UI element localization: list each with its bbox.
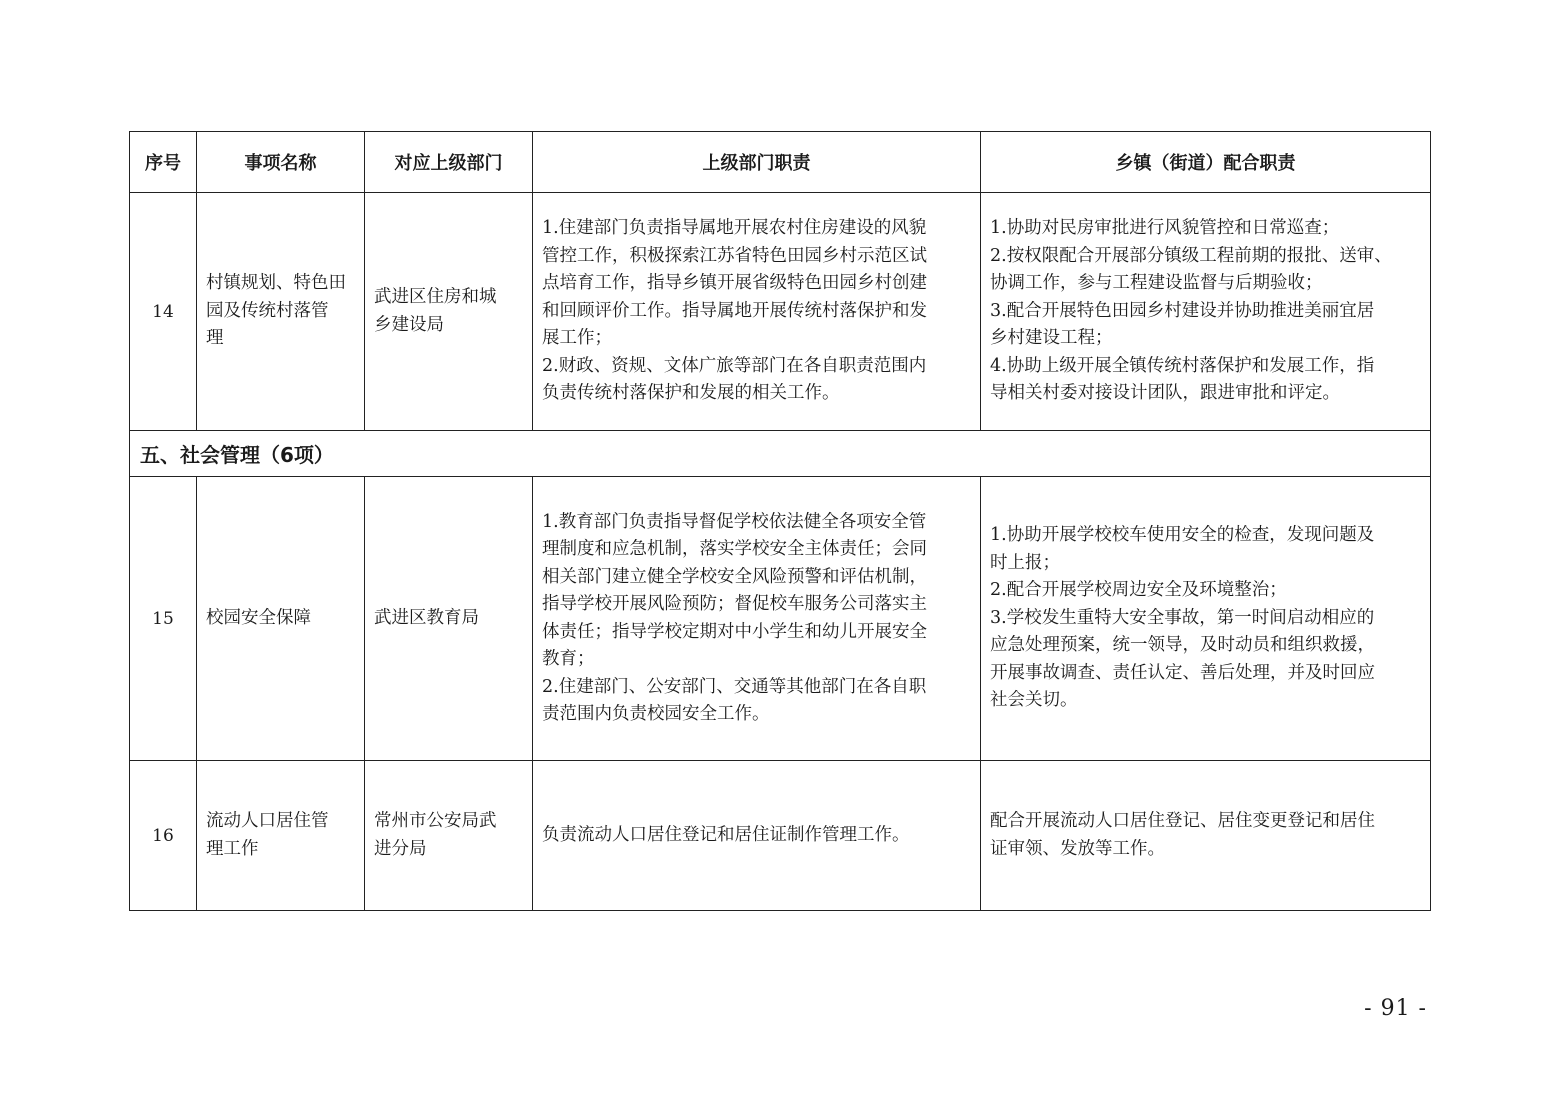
header-superior-department: 对应上级部门 <box>365 132 533 193</box>
coop-line: 社会关切。 <box>990 690 1078 711</box>
table-header-row <box>130 132 1431 193</box>
duty-line: 教育； <box>542 649 595 669</box>
coop-line: 协调工作，参与工程建设监督与后期验收； <box>990 273 1323 294</box>
section-row <box>130 431 1431 477</box>
cooperation-duty-cell <box>981 477 1431 761</box>
row-number: 15 <box>130 477 197 761</box>
department-line: 进分局 <box>374 838 427 859</box>
duty-line: 展工作； <box>542 328 612 349</box>
coop-line: 证审领、发放等工作。 <box>990 838 1165 859</box>
duty-line: 体责任；指导学校定期对中小学生和幼儿开展安全 <box>542 621 927 642</box>
header-item-name: 事项名称 <box>197 132 365 193</box>
department-cell <box>365 477 533 761</box>
superior-duty-cell <box>533 477 981 761</box>
department-cell <box>365 193 533 431</box>
department-line: 常州市公安局武 <box>374 811 497 831</box>
coop-line: 4.协助上级开展全镇传统村落保护和发展工作，指 <box>990 355 1375 376</box>
item-name-line: 理工作 <box>206 838 259 859</box>
superior-duty-cell <box>533 193 981 431</box>
item-name-cell <box>197 477 365 761</box>
item-name-line: 村镇规划、特色田 <box>206 273 346 294</box>
item-name-line: 流动人口居住管 <box>206 811 329 831</box>
coop-line: 1.协助开展学校校车使用安全的检查，发现问题及 <box>990 525 1375 546</box>
coop-line: 导相关村委对接设计团队，跟进审批和评定。 <box>990 383 1340 404</box>
coop-line: 开展事故调查、责任认定、善后处理，并及时回应 <box>990 662 1375 683</box>
item-name-cell <box>197 193 365 431</box>
duty-line: 相关部门建立健全学校安全风险预警和评估机制， <box>542 566 927 587</box>
table-row-16 <box>130 761 1431 911</box>
duty-line: 负责传统村落保护和发展的相关工作。 <box>542 383 840 404</box>
row-number: 16 <box>130 761 197 911</box>
coop-line: 2.按权限配合开展部分镇级工程前期的报批、送审、 <box>990 245 1392 266</box>
coop-line: 3.配合开展特色田园乡村建设并协助推进美丽宜居 <box>990 300 1375 321</box>
coop-line: 配合开展流动人口居住登记、居住变更登记和居住 <box>990 811 1375 831</box>
coop-line: 1.协助对民房审批进行风貌管控和日常巡查； <box>990 218 1340 239</box>
duty-line: 2.财政、资规、文体广旅等部门在各自职责范围内 <box>542 355 927 376</box>
superior-duty-cell <box>533 761 981 911</box>
table-row-14 <box>130 193 1431 431</box>
coop-line: 应急处理预案，统一领导，及时动员和组织救援， <box>990 635 1375 656</box>
department-line: 乡建设局 <box>374 314 444 335</box>
duty-line: 负责流动人口居住登记和居住证制作管理工作。 <box>542 824 910 845</box>
duty-line: 指导学校开展风险预防；督促校车服务公司落实主 <box>542 594 927 614</box>
cooperation-duty-cell <box>981 193 1431 431</box>
duty-line: 点培育工作，指导乡镇开展省级特色田园乡村创建 <box>542 273 927 294</box>
department-line: 武进区教育局 <box>374 607 479 628</box>
coop-line: 2.配合开展学校周边安全及环境整治； <box>990 580 1287 601</box>
header-superior-duties: 上级部门职责 <box>533 132 981 193</box>
department-line: 武进区住房和城 <box>374 287 497 307</box>
duty-line: 责范围内负责校园安全工作。 <box>542 704 770 724</box>
duty-line: 1.住建部门负责指导属地开展农村住房建设的风貌 <box>542 218 927 239</box>
duty-line: 和回顾评价工作。指导属地开展传统村落保护和发 <box>542 300 927 321</box>
duty-line: 理制度和应急机制，落实学校安全主体责任；会同 <box>542 539 927 559</box>
page-number: - 91 - <box>1364 996 1427 1021</box>
department-cell <box>365 761 533 911</box>
duty-line: 管控工作，积极探索江苏省特色田园乡村示范区试 <box>542 245 927 266</box>
duty-line: 2.住建部门、公安部门、交通等其他部门在各自职 <box>542 676 927 697</box>
coop-line: 乡村建设工程； <box>990 328 1113 349</box>
item-name-line: 园及传统村落管 <box>206 300 329 321</box>
item-name-cell <box>197 761 365 911</box>
header-township-cooperation-duties: 乡镇（街道）配合职责 <box>981 132 1431 193</box>
coop-line: 3.学校发生重特大安全事故，第一时间启动相应的 <box>990 607 1375 628</box>
item-name-line: 理 <box>206 328 224 349</box>
duty-line: 1.教育部门负责指导督促学校依法健全各项安全管 <box>542 511 927 532</box>
coop-line: 时上报； <box>990 552 1060 573</box>
section-title: 五、社会管理（6项） <box>130 431 1431 477</box>
responsibility-table <box>129 131 1431 911</box>
cooperation-duty-cell <box>981 761 1431 911</box>
item-name-line: 校园安全保障 <box>206 607 311 628</box>
table-row-15 <box>130 477 1431 761</box>
row-number: 14 <box>130 193 197 431</box>
header-serial-number: 序号 <box>130 132 197 193</box>
